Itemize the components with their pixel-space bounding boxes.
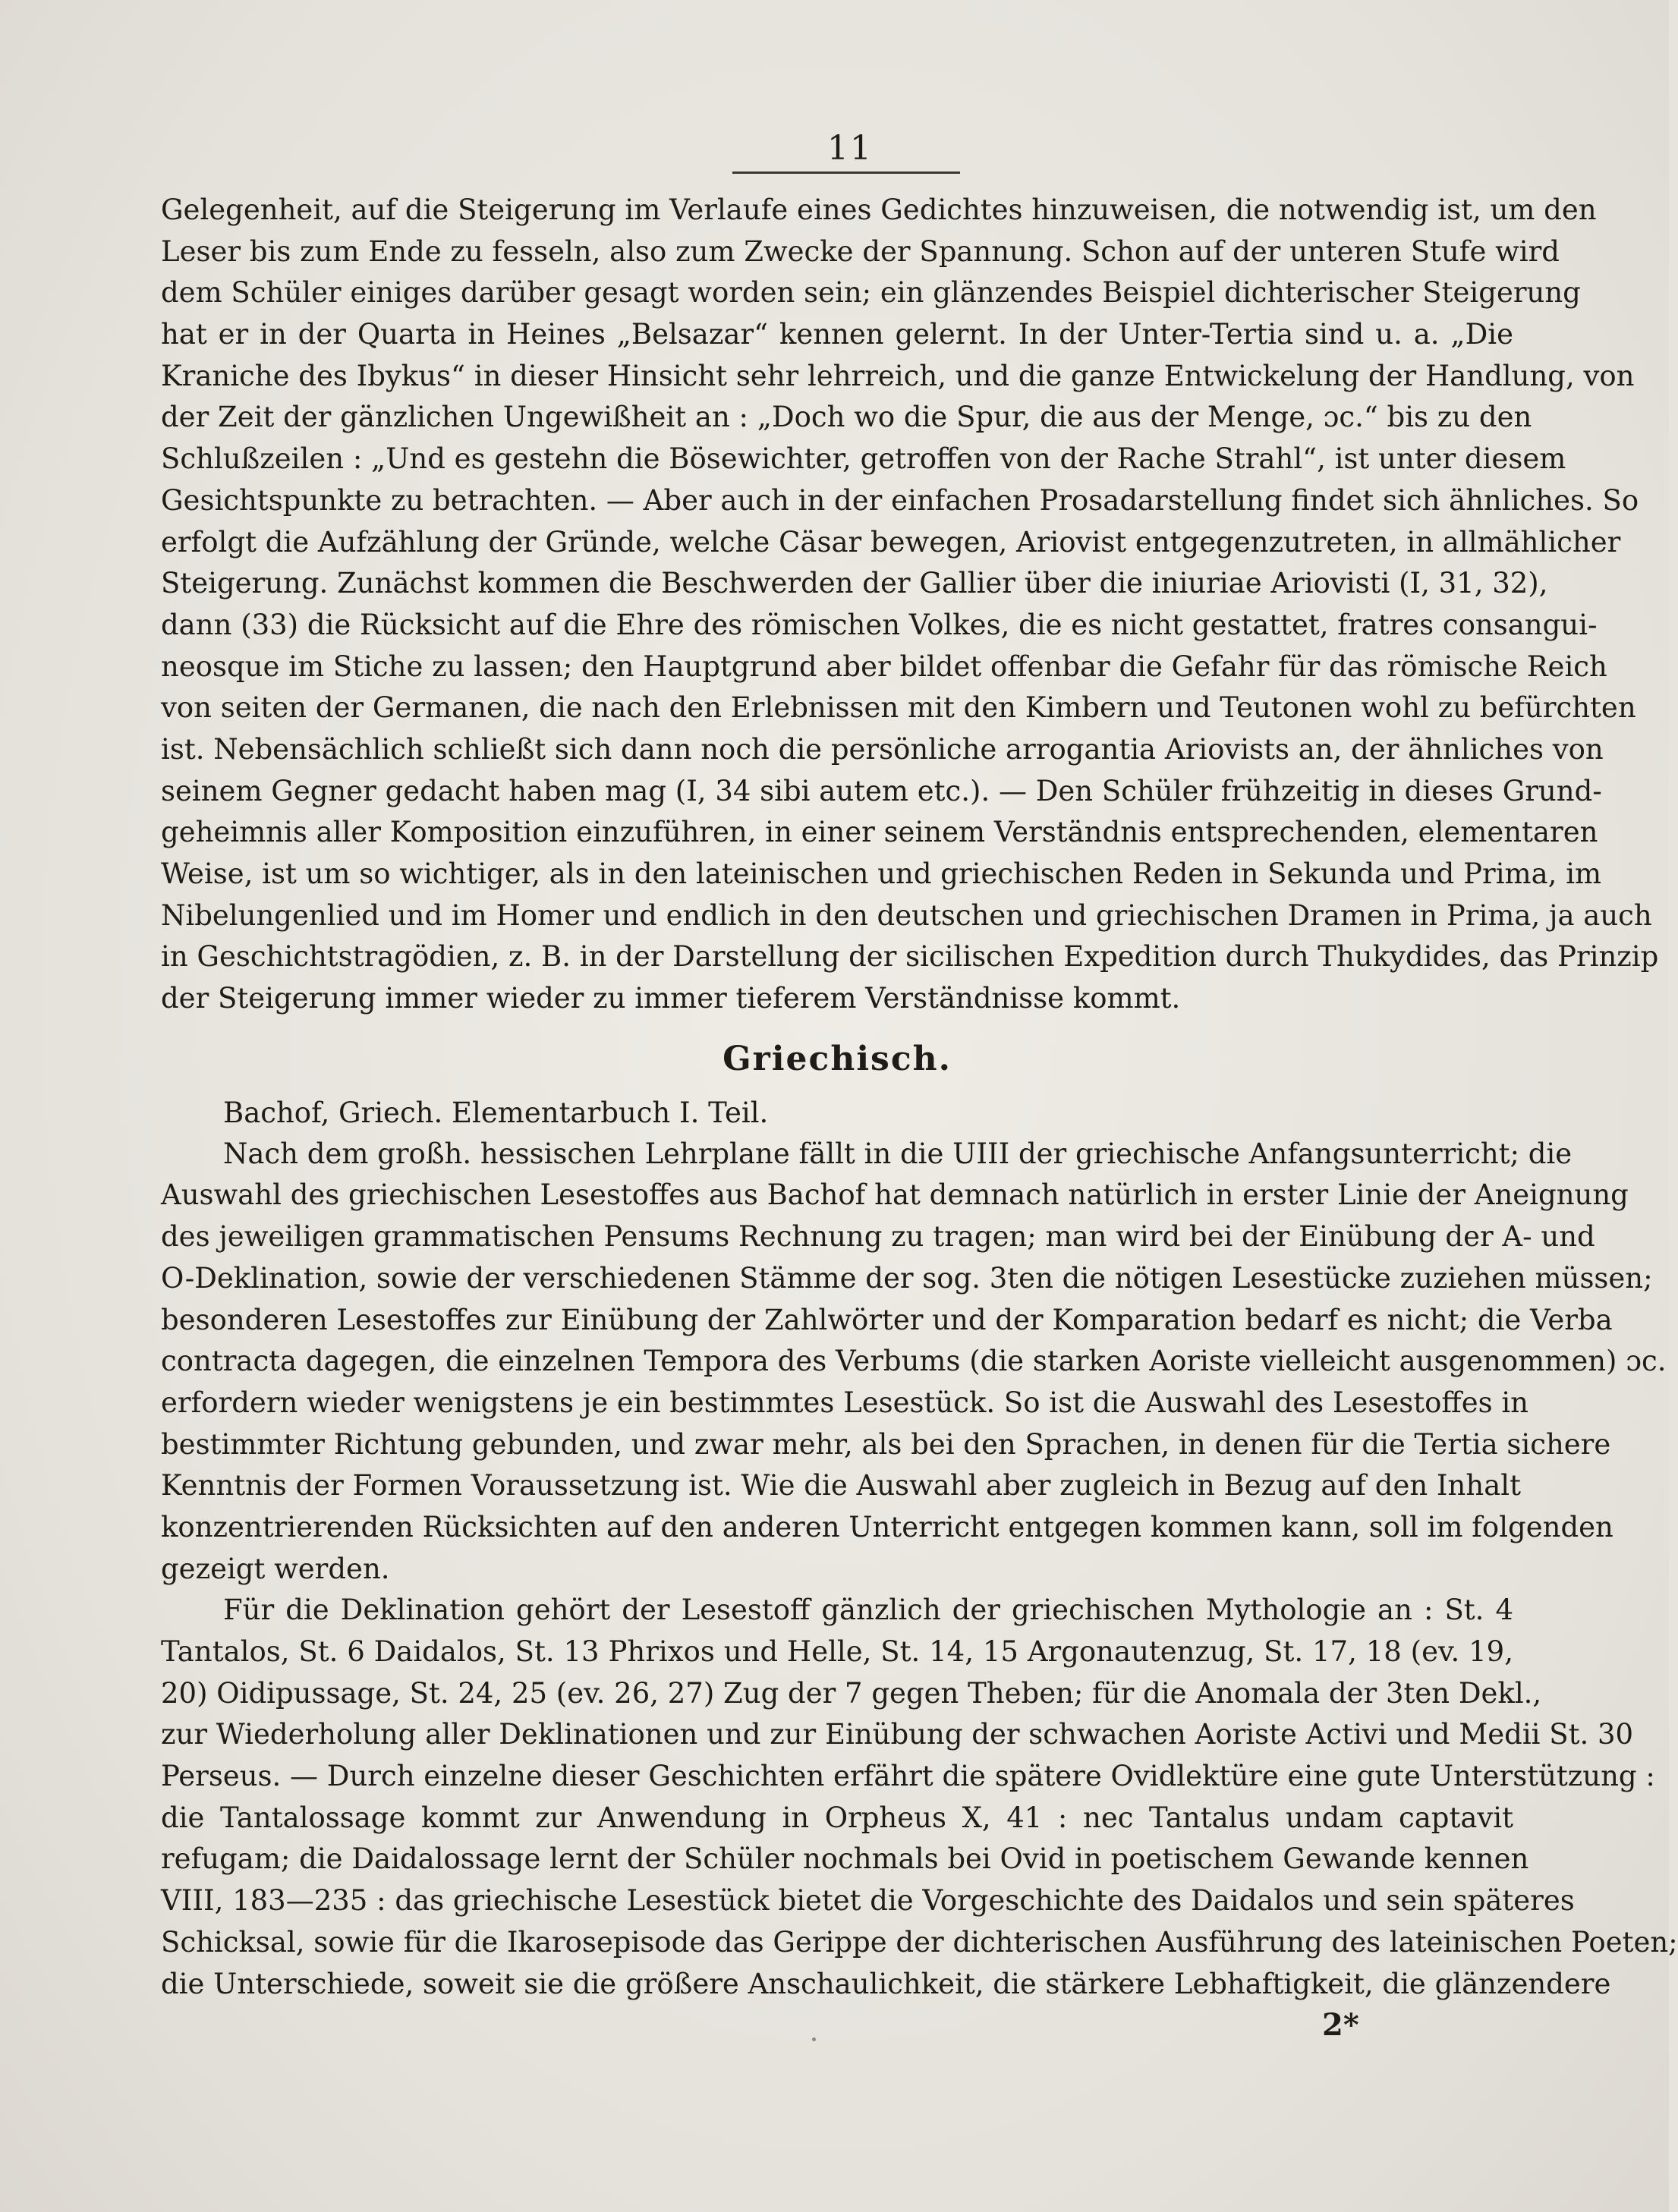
- text-line: hat er in der Quarta in Heines „Belsazar“ kennen gelernt. In der Unter-Tertia sind u. a. „Die: [161, 318, 1513, 351]
- text-line: O-Deklination, sowie der verschiedenen Stämme der sog. 3ten die nötigen Lesestücke zuziehen müssen;: [161, 1261, 1653, 1295]
- text-line: zur Wiederholung aller Deklinationen und zur Einübung der schwachen Aoriste Activi und Medii St. 30: [161, 1718, 1634, 1751]
- sheet-signature: 2*: [1322, 2007, 1359, 2043]
- text-line: erfordern wieder wenigstens je ein bestimmtes Lesestück. So ist die Auswahl des Lesestoffes in: [161, 1386, 1528, 1419]
- text-line: gezeigt werden.: [161, 1552, 390, 1585]
- text-line: Kenntnis der Formen Voraussetzung ist. Wie die Auswahl aber zugleich in Bezug auf den Inhalt: [161, 1469, 1521, 1502]
- text-line: besonderen Lesestoffes zur Einübung der Zahlwörter und der Komparation bedarf es nicht; die Verba: [161, 1303, 1613, 1336]
- paragraph-3: [161, 1590, 1678, 2005]
- text-line: Für die Deklination gehört der Lesestoff gänzlich der griechischen Mythologie an : St. 4: [223, 1594, 1513, 1627]
- text-line: neosque im Stiche zu lassen; den Hauptgrund aber bildet offenbar die Gefahr für das römische Reich: [161, 650, 1607, 683]
- text-line: Tantalos, St. 6 Daidalos, St. 13 Phrixos und Helle, St. 14, 15 Argonautenzug, St. 17, 18 (ev. 19,: [161, 1635, 1513, 1668]
- print-speck: [812, 2037, 816, 2041]
- text-line: Schlußzeilen : „Und es gestehn die Bösewichter, getroffen von der Rache Strahl“, ist unter diesem: [161, 442, 1566, 476]
- text-line: bestimmter Richtung gebunden, und zwar mehr, als bei den Sprachen, in denen für die Tertia sichere: [161, 1427, 1611, 1461]
- text-line: konzentrierenden Rücksichten auf den anderen Unterricht entgegen kommen kann, soll im folgenden: [161, 1510, 1613, 1543]
- paragraph-1: [161, 190, 1659, 1020]
- body-text: [161, 190, 1678, 2005]
- text-line: in Geschichtstragödien, z. B. in der Darstellung der sicilischen Expedition durch Thukydides, das Prinzip: [161, 940, 1659, 974]
- text-line: VIII, 183—235 : das griechische Lesestück bietet die Vorgeschichte des Daidalos und sein späteres: [161, 1884, 1575, 1918]
- text-line: Leser bis zum Ende zu fesseln, also zum Zwecke der Spannung. Schon auf der unteren Stufe wird: [161, 234, 1560, 268]
- text-line: Weise, ist um so wichtiger, als in den lateinischen und griechischen Reden in Sekunda und Prima, im: [161, 857, 1602, 890]
- text-line: erfolgt die Aufzählung der Gründe, welche Cäsar bewegen, Ariovist entgegenzutreten, in allmählicher: [161, 525, 1621, 559]
- section-subheading: Bachof, Griech. Elementarbuch I. Teil.: [223, 1096, 769, 1129]
- text-line: Gesichtspunkte zu betrachten. — Aber auch in der einfachen Prosadarstellung findet sich ähnliches. So: [161, 483, 1639, 517]
- text-line: dann (33) die Rücksicht auf die Ehre des römischen Volkes, die es nicht gestattet, fratres consangui-: [161, 608, 1598, 641]
- text-line: Gelegenheit, auf die Steigerung im Verlaufe eines Gedichtes hinzuweisen, die notwendig ist, um den: [161, 194, 1597, 226]
- text-line: seinem Gegner gedacht haben mag (I, 34 sibi autem etc.). — Den Schüler frühzeitig in dieses Grund-: [161, 774, 1602, 807]
- text-line: des jeweiligen grammatischen Pensums Rechnung zu tragen; man wird bei der Einübung der A- und: [161, 1220, 1595, 1254]
- text-line: von seiten der Germanen, die nach den Erlebnissen mit den Kimbern und Teutonen wohl zu befürchten: [161, 691, 1636, 725]
- text-line: die Tantalossage kommt zur Anwendung in Orpheus X, 41 : nec Tantalus undam captavit: [161, 1801, 1513, 1834]
- text-line: geheimnis aller Komposition einzuführen, in einer seinem Verständnis entsprechenden, elementaren: [161, 816, 1598, 849]
- page-number: 11: [827, 129, 873, 168]
- text-line: Nach dem großh. hessischen Lehrplane fällt in die UIII der griechische Anfangsunterricht; die: [223, 1137, 1573, 1170]
- text-line: 20) Oidipussage, St. 24, 25 (ev. 26, 27) Zug der 7 gegen Theben; für die Anomala der 3ten Dekl.,: [161, 1676, 1542, 1710]
- text-line: refugam; die Daidalossage lernt der Schüler nochmals bei Ovid in poetischem Gewande kennen: [161, 1842, 1529, 1876]
- header-rule: [732, 171, 960, 174]
- text-line: Nibelungenlied und im Homer und endlich in den deutschen und griechischen Dramen in Prima, ja auch: [161, 898, 1652, 932]
- text-line: contracta dagegen, die einzelnen Tempora des Verbums (die starken Aoriste vielleicht ausgenommen) ɔc.: [161, 1345, 1667, 1378]
- paragraph-2: [161, 1134, 1667, 1591]
- text-line: der Zeit der gänzlichen Ungewißheit an : „Doch wo die Spur, die aus der Menge, ɔc.“ bis zu den: [161, 401, 1532, 434]
- text-line: Steigerung. Zunächst kommen die Beschwerden der Gallier über die iniuriae Ariovisti (I, 31, 32),: [161, 567, 1548, 600]
- text-line: dem Schüler einiges darüber gesagt worden sein; ein glänzendes Beispiel dichterischer Steigerung: [161, 276, 1581, 310]
- text-line: Auswahl des griechischen Lesestoffes aus Bachof hat demnach natürlich in erster Linie der Aneignung: [161, 1178, 1629, 1212]
- text-line: Schicksal, sowie für die Ikarosepisode das Gerippe der dichterischen Ausführung des lateinischen Poeten;: [161, 1925, 1678, 1959]
- section-heading: Griechisch.: [723, 1039, 952, 1078]
- text-line: Kraniche des Ibykus“ in dieser Hinsicht sehr lehrreich, und die ganze Entwickelung der Handlung, von: [161, 359, 1635, 392]
- text-line: Perseus. — Durch einzelne dieser Geschichten erfährt die spätere Ovidlektüre eine gute Unterstützung :: [161, 1760, 1655, 1793]
- text-line: ist. Nebensächlich schließt sich dann noch die persönliche arrogantia Ariovists an, der ähnliches von: [161, 732, 1604, 766]
- text-line: die Unterschiede, soweit sie die größere Anschaulichkeit, die stärkere Lebhaftigkeit, die glänzendere: [161, 1967, 1611, 2000]
- text-line: der Steigerung immer wieder zu immer tieferem Verständnisse kommt.: [161, 982, 1181, 1015]
